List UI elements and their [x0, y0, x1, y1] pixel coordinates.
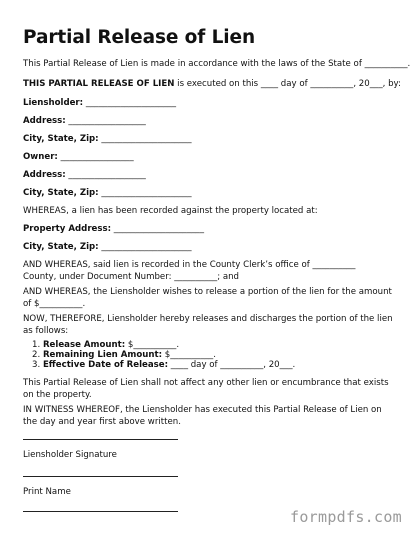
print-name-label: Print Name [23, 487, 71, 497]
date-line[interactable] [23, 511, 178, 512]
owner-address-blank[interactable]: __________________ [65, 170, 146, 180]
executed-line [23, 78, 401, 90]
lienholder-city-field[interactable] [23, 133, 192, 145]
lienholder-address-field[interactable] [23, 115, 146, 127]
list-item-effective-date [32, 360, 295, 370]
lienholder-city-label: City, State, Zip: [23, 134, 99, 144]
lienholder-address-label: Address: [23, 116, 66, 126]
lienholder-name-field[interactable] [23, 97, 176, 109]
lienholder-address-blank[interactable]: __________________ [65, 116, 146, 126]
print-name-line[interactable] [23, 476, 178, 477]
release-amount-blank[interactable]: $__________. [125, 340, 180, 350]
owner-name-field[interactable] [23, 151, 134, 163]
property-city-field[interactable] [23, 241, 192, 253]
witness-text: IN WITNESS WHEREOF, the Liensholder has executed this Partial Release of Lien on the day and year first above written. [23, 405, 382, 427]
signature-label: Liensholder Signature [23, 450, 117, 460]
list-number: 3. [32, 360, 41, 370]
property-address-label: Property Address: [23, 224, 112, 234]
effective-date-label: Effective Date of Release: [42, 360, 169, 370]
property-city-blank[interactable]: _____________________ [98, 242, 192, 252]
lienholder-city-blank[interactable]: _____________________ [98, 134, 192, 144]
executed-rest: is executed on this ____ day of __________, 20___, by: [174, 79, 401, 89]
whereas-property-text: WHEREAS, a lien has been recorded against the property located at: [23, 206, 318, 216]
release-amount-label: Release Amount: [42, 340, 126, 350]
property-address-field[interactable] [23, 223, 204, 235]
watermark-text: formpdfs.com [290, 508, 402, 526]
owner-city-blank[interactable]: _____________________ [98, 188, 192, 198]
owner-city-label: City, State, Zip: [23, 188, 99, 198]
list-number: 1. [32, 340, 41, 350]
owner-name-label: Owner: [23, 152, 58, 162]
property-city-label: City, State, Zip: [23, 242, 99, 252]
whereas-recorded-text: AND WHEREAS, said lien is recorded in the County Clerk’s office of __________ County, under Document Number: __________; and [23, 260, 356, 282]
owner-address-label: Address: [23, 170, 66, 180]
signature-line[interactable] [23, 439, 178, 440]
list-item-release-amount [32, 340, 179, 350]
remaining-amount-blank[interactable]: $__________. [162, 350, 216, 360]
effective-date-blank[interactable]: ____ day of __________, 20___. [168, 360, 296, 370]
executed-bold: THIS PARTIAL RELEASE OF LIEN [23, 79, 175, 89]
intro-text: This Partial Release of Lien is made in accordance with the laws of the State of __________. [23, 59, 411, 69]
list-number: 2. [32, 350, 41, 360]
lienholder-name-label: Liensholder: [23, 98, 84, 108]
owner-city-field[interactable] [23, 187, 192, 199]
therefore-text: NOW, THEREFORE, Liensholder hereby releases and discharges the portion of the lien as follows: [23, 314, 393, 336]
remaining-amount-label: Remaining Lien Amount: [42, 350, 163, 360]
no-affect-text: This Partial Release of Lien shall not affect any other lien or encumbrance that exists on the property. [23, 378, 389, 400]
list-item-remaining-amount [32, 350, 216, 360]
document-title: Partial Release of Lien [23, 27, 256, 48]
owner-address-field[interactable] [23, 169, 146, 181]
property-address-blank[interactable]: _____________________ [111, 224, 205, 234]
whereas-release-text: AND WHEREAS, the Liensholder wishes to release a portion of the lien for the amount of $__________. [23, 287, 392, 309]
lienholder-name-blank[interactable]: _____________________ [83, 98, 177, 108]
owner-name-blank[interactable]: _________________ [57, 152, 134, 162]
